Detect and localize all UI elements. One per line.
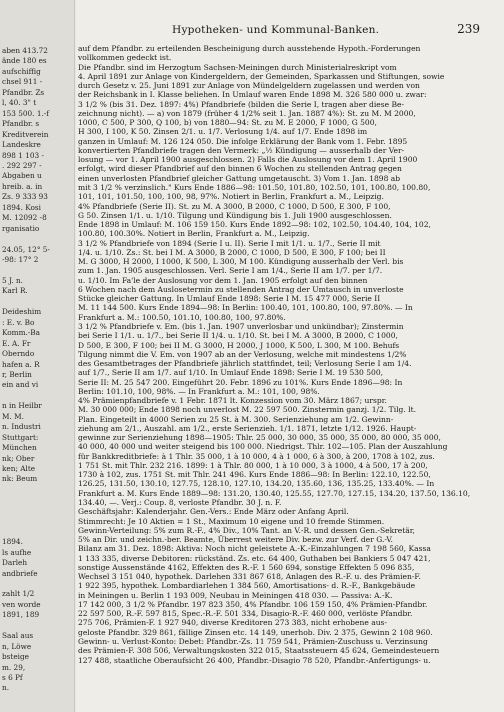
margin-fragment-line: : E. v. Bo: [2, 317, 35, 327]
margin-fragment-line: ein and vi: [2, 380, 39, 390]
text-line: 40 000, 40 000 und weiter steigend bis 100 000. Niedrigst. Thlr. 102—105. Plan der Auszahlung: [78, 442, 448, 452]
margin-fragment-line: . 292 297 -: [2, 160, 42, 170]
text-line: 5% an Dir. und zeichn.-ber. Beamte, Überrest weitere Div. bezw. zur Verf. der G.-V.: [78, 535, 393, 545]
margin-fragment-line: ven worde: [2, 599, 41, 609]
text-line: 3 1/2 % (bis 31. Dez. 1897: 4%) Pfandbriefe (bilden die Serie I, tragen aber diese Be-: [78, 99, 405, 109]
margin-fragment-line: -98: 17° 2: [2, 255, 39, 264]
margin-fragment-line: Saal aus: [2, 631, 34, 641]
text-line: 6 Wochen nach dem Auslosetermin zu stellenden Antrag der Umtausch in unverloste: [78, 284, 404, 294]
margin-fragment-line: n, Löwe: [2, 641, 32, 651]
margin-fragment-line: bsteige: [2, 652, 29, 662]
text-line: 1/4. u. 1/10. Zs.: St. bei I M. A 3000, B 2000, C 1000, D 500, E 300, F 100; bei II: [78, 247, 386, 257]
text-line: D 500, E 300, F 100; bei II M. G 3000, H 2000, J 1000, K 500, L 300, M 100. Behufs: [78, 340, 400, 350]
margin-fragment-line: hreib. a. in: [2, 181, 43, 191]
margin-fragment-line: Landeskre: [2, 140, 41, 150]
text-line: 1 751 St. mit Thlr. 232 216. 1899: 1 à Thlr. 80 000, 1 à 10 000, 3 à 1000, 4 à 500, 17 à 200,: [78, 460, 428, 470]
text-line: für Bankkreditbriefe: à 1 Thlr. 35 000, 1 à 10 000, 4 à 1 000, 6 à 300, à 200, 1708 à 102, zus.: [78, 451, 435, 461]
margin-fragment-line: Stuttgart:: [2, 432, 39, 442]
text-line: Tilgung nimmt die V. Em. von 1907 ab an der Verlosung, welche mit mindestens 1/2%: [78, 349, 407, 359]
text-line: 1000, C 500, P 300, Q 100, b) von 1880—94: St. zu M. E 2000, F 1000, G 500,: [78, 118, 377, 128]
margin-fragment-line: 898 1 103 -: [2, 150, 44, 160]
text-line: 275 706, Prämien-F. 1 927 940, diverse Kreditoren 273 383, nicht erhobene aus-: [78, 618, 387, 628]
text-line: 4% Prämienpfandbriefe v. 1 Febr. 1871 lt. Konzession vom 30. März 1867; urspr.: [78, 396, 387, 406]
text-line: 4% Pfandbriefe (Serie II). St. zu M. A 3000, B 2000, C 1000, D 500, E 300, F 100,: [78, 201, 391, 211]
margin-fragment-line: Kreditverein: [2, 129, 49, 139]
text-line: ganzen in Umlauf: M. 126 124 050. Die infolge Erklärung der Bank vom 1. Febr. 1895: [78, 136, 408, 146]
text-line: 3 1/2 % Pfandbriefe v. Em. (bis 1. Jan. 1907 unverlosbar und unkündbar); Zinstermin: [78, 321, 404, 331]
text-line: geloste Pfandbr. 329 861, fällige Zinsen etc. 14 149, unerhob. Div. 2 375, Gewinn 2 108 960.: [78, 627, 433, 637]
margin-fragment-line: M. M.: [2, 411, 24, 421]
margin-fragment-line: chsel 911 -: [2, 77, 43, 87]
text-line: ziehung am 2/1., Auszahl. am 1/2., erste Serienzieh. 1/1. 1871, letzte 1/12. 1926. Haupt-: [78, 423, 417, 433]
text-line: 101, 101, 101.50, 100, 100, 98, 97%. Notiert in Berlin, Frankfurt a. M., Leipzig.: [78, 192, 384, 202]
text-line: in Meiningen u. Berlin 1 193 009, Neubau in Meiningen 418 030. — Passiva: A.-K.: [78, 590, 393, 600]
margin-fragment-line: Zs. 9 333 93: [2, 192, 48, 202]
margin-fragment-line: 1891, 189: [2, 610, 40, 620]
margin-fragment-line: 1894.: [2, 537, 23, 547]
text-line: M. 30 000 000; Ende 1898 noch unverlost M. 22 597 500. Zinstermin ganzj. 1/2. Tilg. lt.: [78, 405, 417, 415]
text-line: Frankfurt a. M.: 100.50, 101.10, 100.80, 100, 97.80%.: [78, 312, 286, 322]
text-line: bei Serie I 1/1. u. 1/7., bei Serie II 1/4. u. 1/10. St. bei I M. A 3000, B 2000, C 1000,: [78, 331, 398, 341]
text-line: Geschäftsjahr: Kalenderjahr. Gen.-Vers.: Ende März oder Anfang April.: [78, 507, 349, 517]
text-line: H 300, I 100, K 50. Zinsen 2/1. u. 1/7. Verlosung 1/4. auf 1/7. Ende 1898 im: [78, 127, 368, 137]
margin-fragment-line: Darleh: [2, 558, 28, 568]
margin-fragment-line: nk; Ober: [2, 453, 35, 463]
margin-fragment-line: 1894. Kosi: [2, 202, 41, 212]
margin-fragment-line: ände 180 es: [2, 56, 47, 66]
text-line: einen unverlosten Pfandbrief gleicher Gattung umgetauscht. 3) Vom 1. Jan. 1898 ab: [78, 173, 401, 183]
text-line: Wechsel 3 151 040, hypothek. Darlehen 331 867 618, Anlagen des R.-F. u. des Prämien-F.: [78, 572, 421, 582]
text-line: 1730 à 102, zus. 1751 St. mit Thlr. 241 496. Kurs Ende 1886—98: In Berlin: 122.10, 122.50,: [78, 470, 431, 480]
text-line: G 50. Zinsen 1/1. u. 1/10. Tilgung und Kündigung bis 1. Juli 1900 ausgeschlossen.: [78, 210, 392, 220]
margin-fragment-line: zahlt 1/2: [2, 589, 35, 599]
text-line: vollkommen gedeckt ist.: [78, 53, 172, 63]
margin-fragment-line: s 6 Pf: [2, 673, 23, 682]
margin-fragment-line: Karl R.: [2, 286, 28, 296]
margin-fragment-line: rganisatio: [2, 223, 40, 233]
text-line: Plan. Eingeteilt in 4000 Serien zu 25 St. à M. 300. Serienziehung am 1/2. Gewinn-: [78, 414, 394, 424]
margin-fragment-line: Abgaben u: [2, 171, 42, 181]
book-page: [76, 0, 504, 712]
margin-fragment-line: ken; Alte: [2, 464, 36, 473]
text-line: des Prämien-F. 308 506, Verwaltungskosten 322 015, Staatssteuern 45 624, Gemeindesteuern: [78, 646, 440, 656]
text-line: zeichnung nicht). — a) von 1879 (früher 4 1/2% seit 1. Jan. 1887 4%): St. zu M. M 2000,: [78, 108, 416, 118]
margin-fragment-line: 24.05, 12° 5-: [2, 244, 50, 254]
text-line: 126.25, 131.50, 130.10, 127.75, 128.10, 127.10, 134.20, 135.60, 136, 135.25, 133.40%. — In: [78, 479, 435, 489]
text-line: M. 11 144 500. Kurs Ende 1894—98: In Berlin: 100.40, 101, 100.80, 100, 97.80%. — In: [78, 303, 413, 313]
margin-fragment-line: Deideshim: [2, 307, 42, 317]
text-line: Ende 1898 in Umlauf: M. 106 159 150. Kurs Ende 1892—98: 102, 102.50, 104.40, 104, 102,: [78, 220, 431, 230]
text-line: Frankfurt a. M. Kurs Ende 1889—98: 131.20, 130.40, 125.55, 127.70, 127.15, 134.20, 137.50, 136.10,: [78, 488, 471, 498]
text-line: 1 133 335, diverse Debitoren: rückständ. Zs. etc. 64 400, Guthaben bei Bankiers 5 047 421,: [78, 553, 431, 563]
margin-fragment-line: M. 12092 -8: [2, 213, 47, 223]
margin-fragment-line: 5 J. n.: [2, 275, 23, 285]
text-line: konvertierten Pfandbriefe tragen den Vermerk: „½ Kündigung — ausserhalb der Ver-: [78, 145, 405, 155]
text-line: Berlin: 101.10, 100, 98%. — In Frankfurt a. M.: 101, 100, 98%.: [78, 386, 320, 396]
text-line: 100.80, 100.30%. Notiert in Berlin, Frankfurt a. M., Leipzig.: [78, 229, 310, 239]
text-line: auf 1/7., Serie II am 1/7. auf 1/10. In Umlauf Ende 1898: Serie I M. 19 530 500,: [78, 368, 384, 378]
margin-fragment-line: ls aufhe: [2, 547, 32, 557]
text-line: des Gesamtbetrages der Pfandbriefe jährlich stattfindet, teil; Verlosung Serie I am 1/4.: [78, 359, 412, 369]
text-line: Gewinn-Verteilung: 5% zum R.-F., 4% Div., 10% Tant. an V.-R. und dessen Gen.-Sekretär,: [78, 525, 415, 535]
text-line: u. 1/10. Im Fa'le der Auslosung vor dem 1. Jan. 1905 erfolgt auf den binnen: [78, 275, 368, 285]
text-line: 134.40, —. Verj.: Coup. 8, verloste Pfandbr. 30 J. n. F.: [78, 498, 282, 508]
margin-fragment-line: Pfandbr. Zs: [2, 87, 45, 97]
margin-fragment-line: Pfandbr. s: [2, 119, 40, 129]
margin-fragment-line: hafen a. R: [2, 359, 40, 369]
text-line: 17 142 000, 3 1/2 % Pfandbr. 197 823 350, 4% Pfandbr. 106 159 150, 4% Prämien-Pfandbr.: [78, 599, 428, 609]
text-line: losung — vor 1. April 1900 ausgeschlossen. 2) Falls die Auslosung vor dem 1. April 1900: [78, 155, 418, 165]
text-line: mit 3 1/2 % verzinslich." Kurs Ende 1886—98: 101.50, 101.80, 102.50, 101, 100.80, 100.80,: [78, 182, 431, 192]
text-line: 22 597 500, R.-F. 597 815, Spec.-R.-F. 501 334, Disagio-R.-F. 460 000, verlöste Pfandbr.: [78, 609, 413, 619]
text-line: auf dem Pfandbr. zu erteilenden Bescheinigung durch ausstehende Hypoth.-Forderungen: [78, 44, 421, 53]
page-number: 239: [457, 22, 480, 36]
text-line: sonstige Aussenstände 4162, Effekten des R.-F. 1 560 694, sonstige Effekten 5 096 835,: [78, 562, 415, 572]
margin-fragment-line: Oberndo: [2, 349, 35, 359]
text-line: Serie II: M. 25 547 200. Eingeführt 20. Febr. 1896 zu 101%. Kurs Ende 1896—98: In: [78, 377, 403, 387]
margin-fragment-line: München: [2, 443, 37, 453]
text-line: durch Gesetz v. 25. Juni 1891 zur Anlage von Mündelgeldern zugelassen und werden von: [78, 81, 420, 91]
margin-fragment-line: andbriefe: [2, 568, 38, 578]
text-line: Die Pfandbr. sind im Herzogtum Sachsen-Meiningen durch Ministerialreskript vom: [78, 62, 397, 72]
margin-fragment-line: Komm.-Ba: [2, 328, 40, 338]
margin-fragment-line: n in Heilbr: [2, 401, 42, 411]
running-head: Hypotheken- und Kommunal-Banken.: [172, 24, 380, 36]
text-line: 3 1/2 % Pfandbriefe von 1894 (Serie I u. II). Serie I mit 1/1. u. 1/7., Serie II mit: [78, 238, 381, 248]
margin-fragment-line: E. A. Fr: [2, 338, 31, 348]
margin-fragment-line: m. 29,: [2, 662, 26, 672]
body-text: [78, 44, 498, 665]
margin-fragment-line: 153 500. 1.-f: [2, 108, 49, 118]
text-line: gewinne zur Serienziehung 1898—1905: Thlr. 25 000, 30 000, 35 000, 35 000, 80 000, 35 000,: [78, 433, 441, 443]
text-line: erfolgt, wird dieser Pfandbrief auf den binnen 6 Wochen zu stellenden Antrag gegen: [78, 164, 402, 174]
text-line: M. G 3000, H 2000, I 1000, K 500, L 300, M 100. Kündigung ausserhalb der Verl. bis: [78, 257, 404, 267]
text-line: Stimmrecht: Je 10 Aktien = 1 St., Maximum 10 eigene und 10 fremde Stimmen.: [78, 516, 385, 526]
margin-fragment-line: aufschiffig: [2, 66, 41, 76]
margin-fragment-line: l, 40. 3" t: [2, 98, 37, 108]
text-line: Stücke gleicher Gattung. In Umlauf Ende 1898: Serie I M. 15 477 000, Serie II: [78, 294, 381, 304]
margin-fragment-line: n.: [2, 683, 10, 693]
margin-fragment-line: aben 413.72: [2, 46, 48, 55]
text-line: 4. April 1891 zur Anlage von Kindergeldern, der Gemeinden, Sparkassen und Stiftungen, sowie: [78, 71, 445, 81]
margin-fragment-line: r, Berlin: [2, 369, 32, 379]
margin-fragment-line: n. Industri: [2, 422, 41, 432]
text-line: der Reichsbank in I. Klasse beliehen. In Umlauf waren Ende 1898 M. 326 580 000 u. zwar:: [78, 90, 427, 100]
text-line: Gewinn- u. Verlust-Konto: Debet: Pfandbr.-Zs. 11 759 541, Prämien-Zuschuss u. Verzinsung: [78, 637, 428, 646]
text-line: zum 1. Jan. 1905 ausgeschlossen. Verl. Serie I am 1/4., Serie II am 1/7. per 1/7.: [78, 266, 383, 276]
text-line: 127 488, staatliche Oberaufsicht 26 400, Pfandbr.-Disagio 78 520, Pfandbr.-Anfertigungs- u.: [78, 655, 431, 665]
adjacent-page-margin: [0, 0, 75, 712]
text-line: 1 922 395, hypothek. Lombardiarlehen 1 384 560, Amortisations- d. R.-F., Bankgebäude: [78, 581, 416, 591]
margin-fragment-line: nk: Beum: [2, 474, 38, 484]
text-line: Bilanz am 31. Dez. 1898: Aktiva: Noch nicht geleistete A.-K.-Einzahlungen 7 198 560, Kassa: [78, 544, 431, 554]
